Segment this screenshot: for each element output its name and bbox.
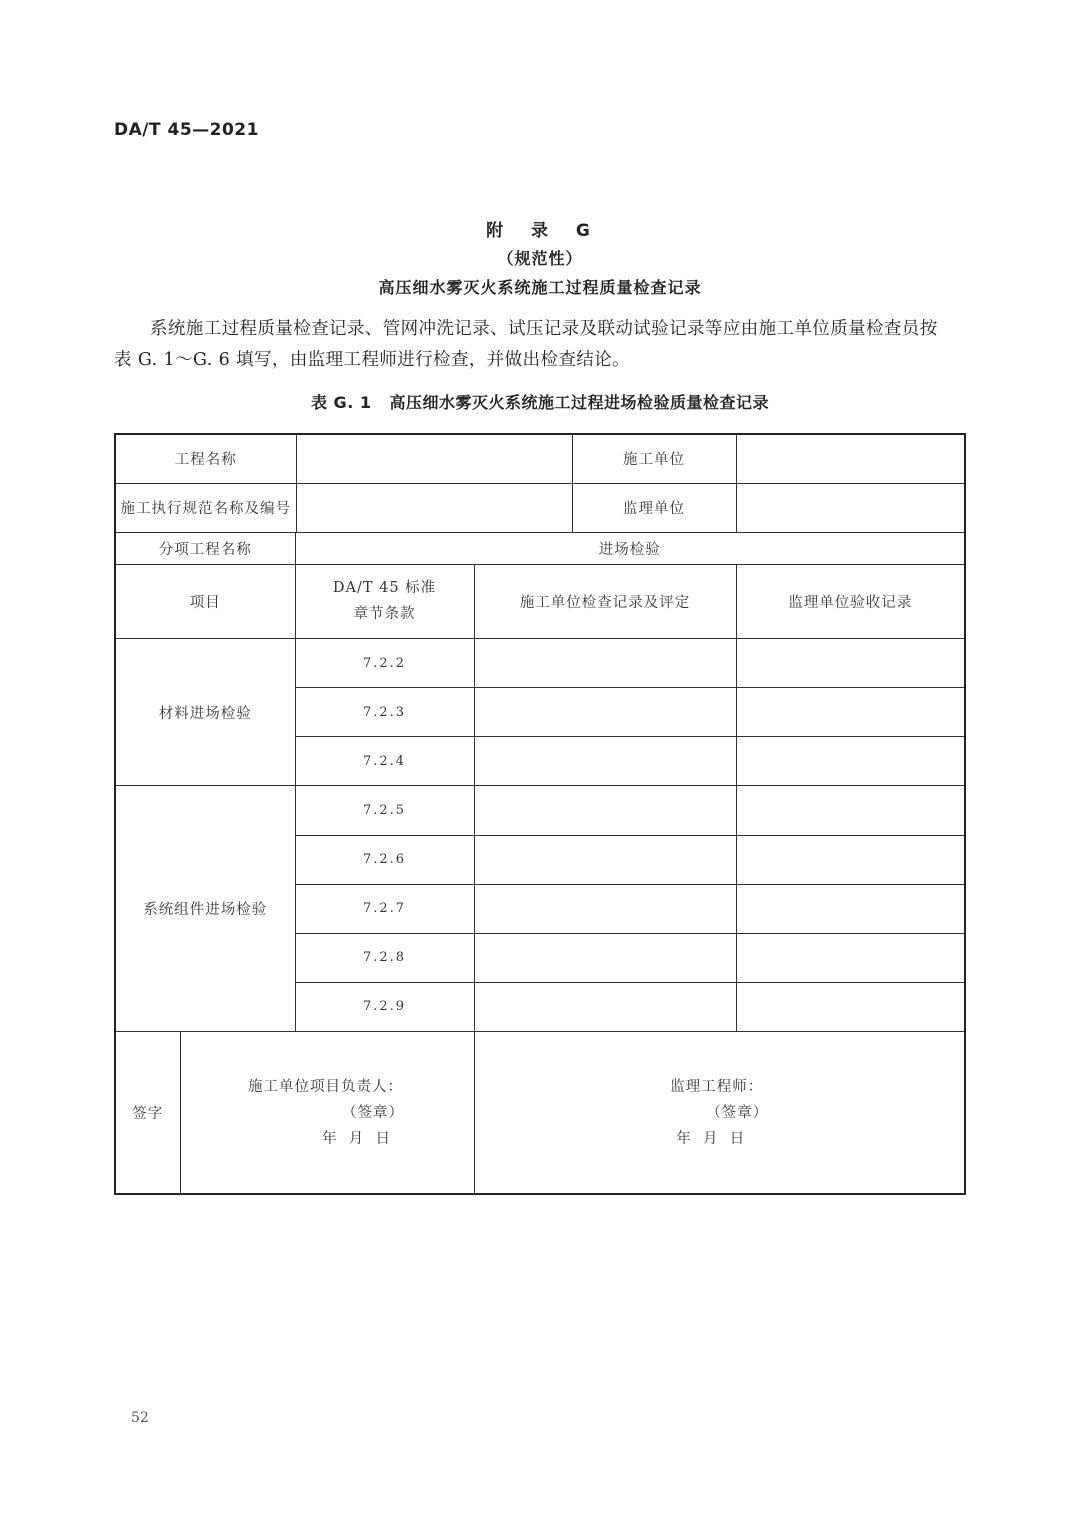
construction-record-cell[interactable] — [474, 737, 736, 786]
supervision-record-cell[interactable] — [736, 688, 965, 737]
col-header-clause-line1: DA/T 45 标准 — [332, 580, 437, 597]
clause-cell: 7.2.2 — [295, 639, 474, 688]
construction-record-cell[interactable] — [474, 933, 736, 982]
construction-signature-title: 施工单位项目负责人： — [248, 1078, 404, 1095]
supervision-signature-date: 年 月 日 — [676, 1130, 746, 1147]
spec-value[interactable] — [296, 483, 572, 532]
construction-unit-value[interactable] — [736, 434, 965, 483]
inspection-record-table — [114, 433, 966, 1195]
col-header-construction-record: 施工单位检查记录及评定 — [474, 564, 736, 638]
construction-record-cell[interactable] — [474, 982, 736, 1031]
construction-signature-date: 年 月 日 — [322, 1130, 391, 1147]
supervision-record-cell[interactable] — [736, 933, 965, 982]
supervision-unit-label: 监理单位 — [572, 483, 736, 532]
supervision-record-cell[interactable] — [736, 639, 965, 688]
clause-cell: 7.2.8 — [295, 933, 474, 982]
spec-label: 施工执行规范名称及编号 — [115, 483, 296, 532]
supervision-record-cell[interactable] — [736, 884, 965, 933]
construction-record-cell[interactable] — [474, 639, 736, 688]
table-caption-number: 表 G. 1 — [310, 393, 372, 412]
construction-record-cell[interactable] — [474, 688, 736, 737]
project-name-label: 工程名称 — [115, 434, 296, 483]
supervision-record-cell[interactable] — [736, 835, 965, 884]
table-header-row — [115, 564, 965, 638]
supervision-unit-value[interactable] — [736, 483, 965, 532]
sub-project-value: 进场检验 — [295, 532, 965, 564]
clause-cell: 7.2.5 — [295, 786, 474, 835]
col-header-item: 项目 — [115, 564, 295, 638]
intro-paragraph: 系统施工过程质量检查记录、管网冲洗记录、试压记录及联动试验记录等应由施工单位质量检查员按表 G. 1～G. 6 填写，由监理工程师进行检查，并做出检查结论。 — [114, 319, 938, 370]
supervision-record-cell[interactable] — [736, 786, 965, 835]
clause-cell: 7.2.9 — [295, 982, 474, 1031]
page-number: 52 — [131, 1410, 149, 1426]
construction-unit-label: 施工单位 — [572, 434, 736, 483]
table-row — [115, 786, 965, 835]
group-name-components: 系统组件进场检验 — [115, 786, 295, 1032]
standard-code: DA/T 45—2021 — [114, 120, 259, 140]
supervision-signature-seal: （签章） — [706, 1104, 769, 1121]
construction-signature-cell[interactable] — [180, 1032, 474, 1194]
table-row — [115, 483, 965, 532]
construction-record-cell[interactable] — [474, 835, 736, 884]
supervision-record-cell[interactable] — [736, 737, 965, 786]
table-caption — [0, 390, 1080, 413]
table-caption-title: 高压细水雾灭火系统施工过程进场检验质量检查记录 — [389, 393, 769, 412]
appendix-heading: 高压细水雾灭火系统施工过程质量检查记录 — [378, 278, 702, 297]
signature-row — [115, 1032, 965, 1194]
col-header-clause-line2: 章节条款 — [353, 606, 416, 623]
table-row — [115, 434, 965, 483]
group-name-materials: 材料进场检验 — [115, 639, 295, 786]
table-row — [115, 639, 965, 688]
supervision-record-cell[interactable] — [736, 982, 965, 1031]
clause-cell: 7.2.7 — [295, 884, 474, 933]
construction-signature-seal: （签章） — [342, 1104, 405, 1121]
clause-cell: 7.2.6 — [295, 835, 474, 884]
project-name-value[interactable] — [296, 434, 572, 483]
supervision-signature-cell[interactable] — [474, 1032, 965, 1194]
clause-cell: 7.2.4 — [295, 737, 474, 786]
supervision-signature-title: 监理工程师： — [670, 1078, 764, 1095]
construction-record-cell[interactable] — [474, 884, 736, 933]
col-header-clause — [295, 564, 474, 638]
col-header-supervision-record: 监理单位验收记录 — [736, 564, 965, 638]
clause-cell: 7.2.3 — [295, 688, 474, 737]
sub-project-label: 分项工程名称 — [115, 532, 295, 564]
signature-label: 签字 — [115, 1032, 180, 1194]
construction-record-cell[interactable] — [474, 786, 736, 835]
appendix-type: （规范性） — [497, 249, 583, 268]
table-row — [115, 532, 965, 564]
appendix-title: 附 录 G — [486, 221, 594, 241]
